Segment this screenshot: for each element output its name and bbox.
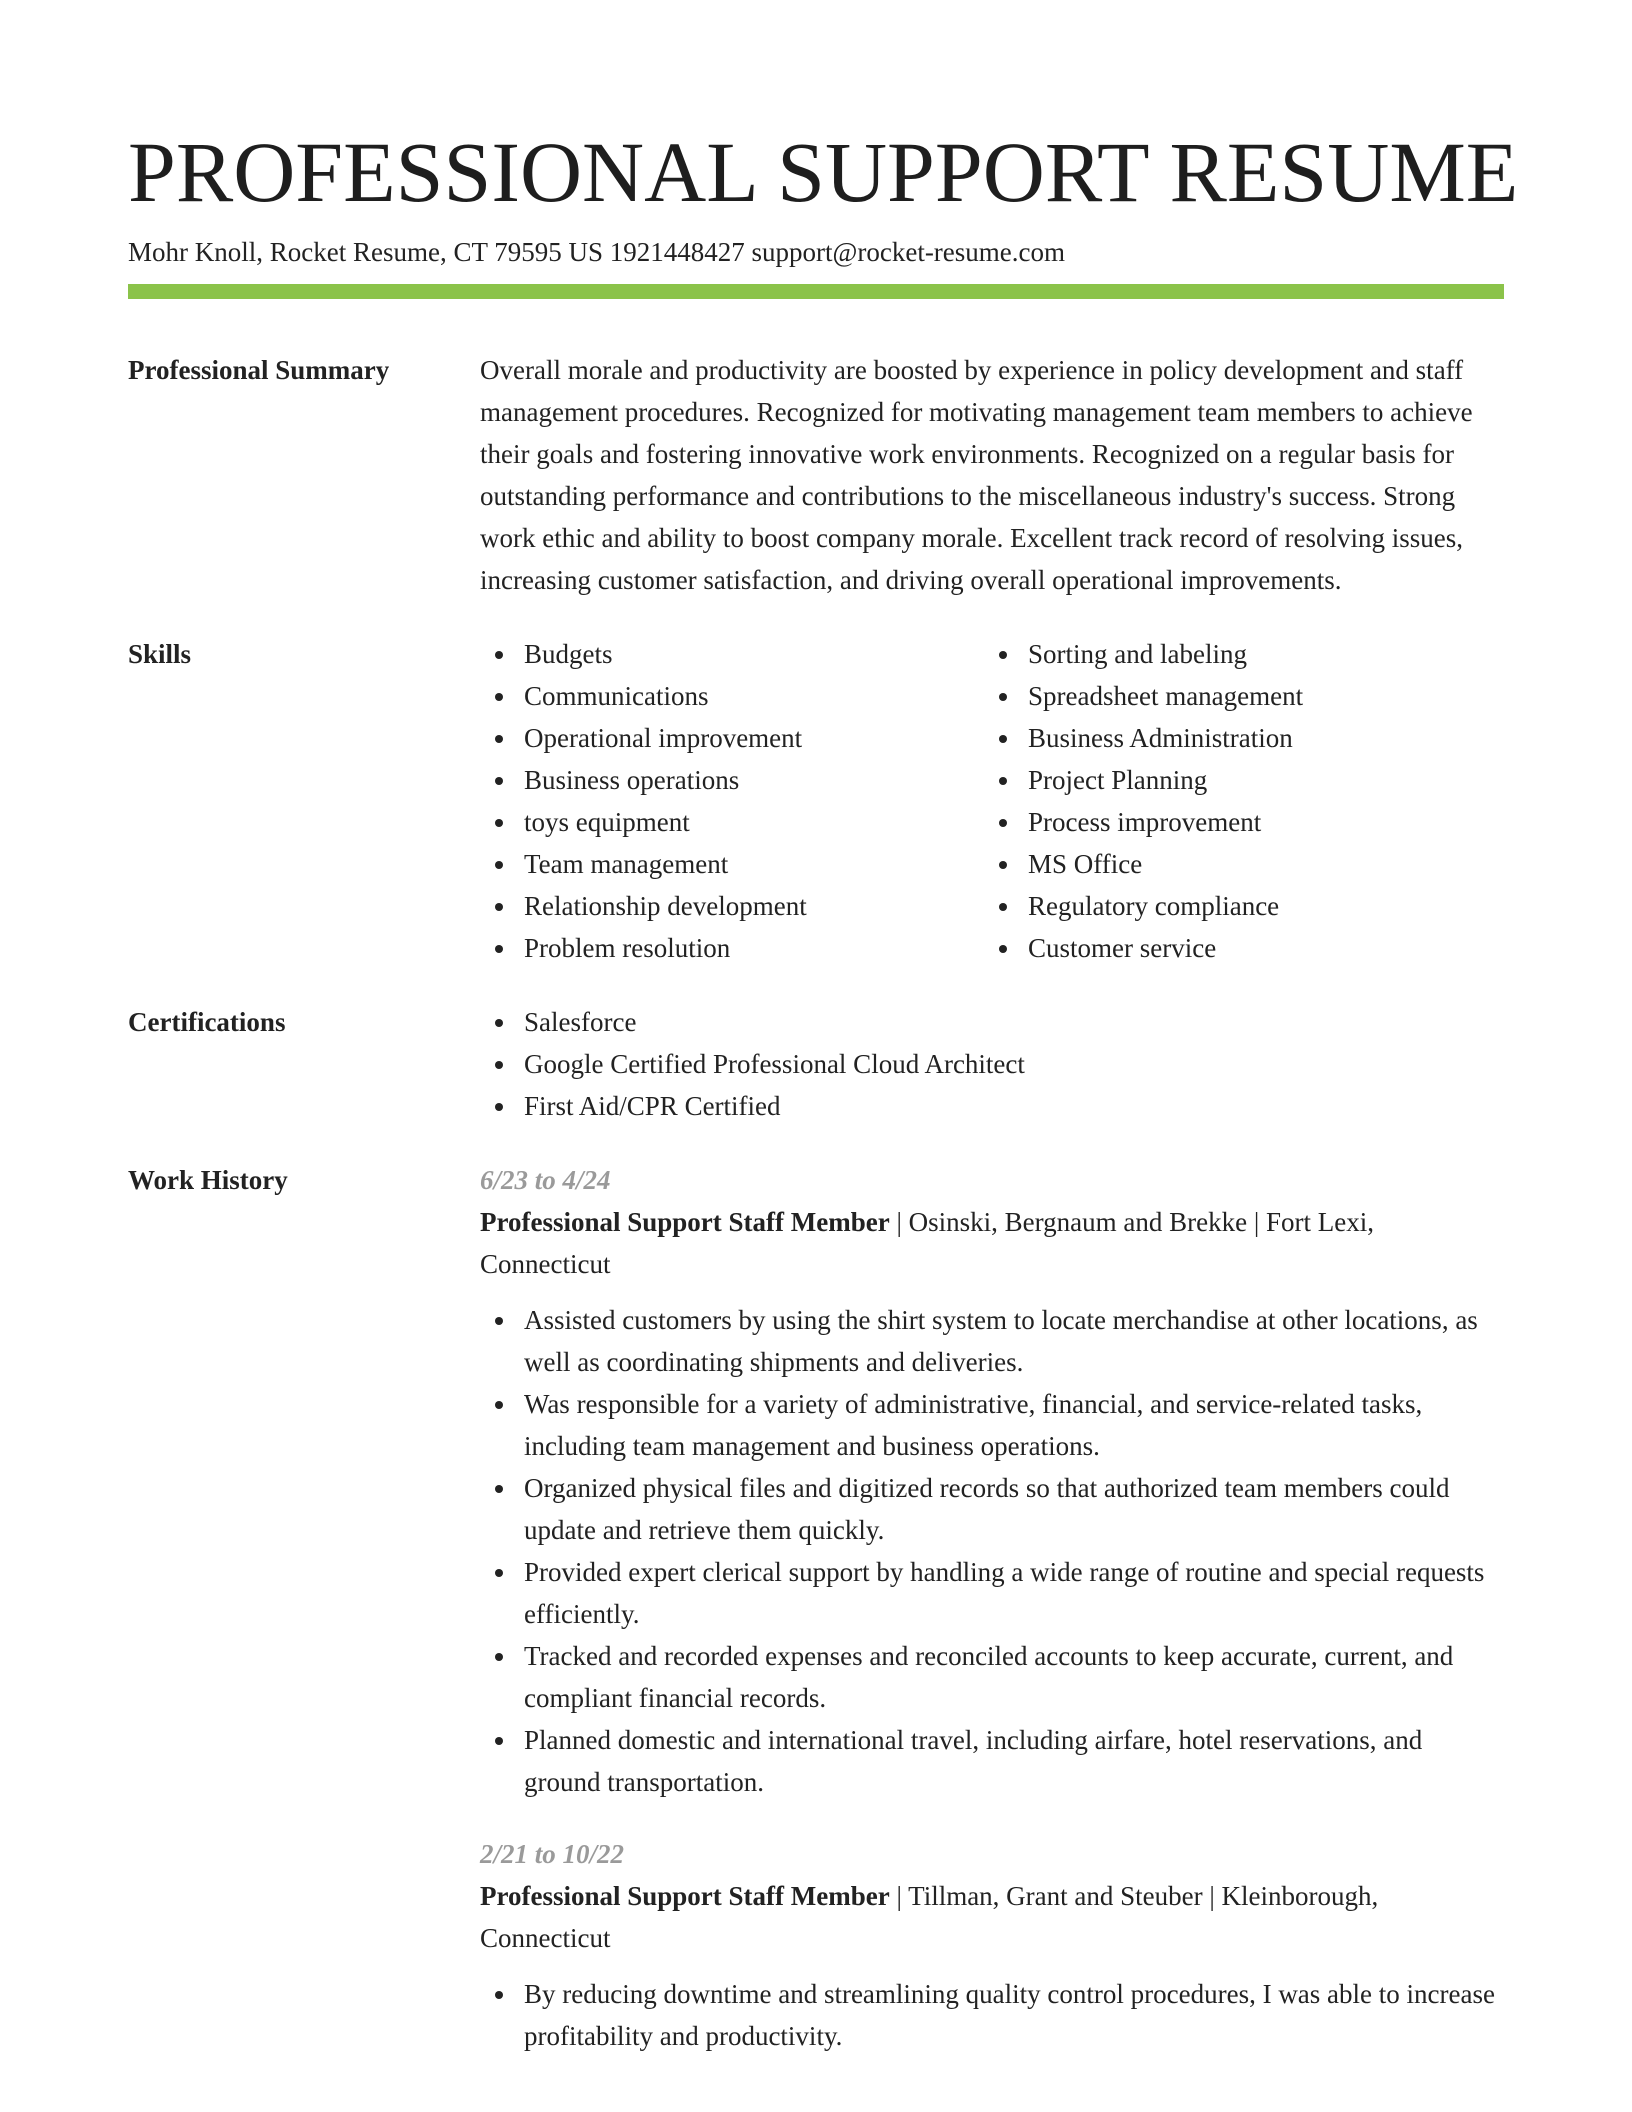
skill-item: Relationship development [480, 885, 984, 927]
summary-text: Overall morale and productivity are boosted by experience in policy development and staff management procedures. Recognized for motivating management team members to achieve their goals and fostering innovative work environments. Recognized on a regular basis for outstanding performance and contributions to the miscellaneous industry's success. Strong work ethic and ability to boost company morale. Excellent track record of resolving issues, increasing customer satisfaction, and driving overall operational improvements. [480, 355, 1473, 595]
job-bullet: Assisted customers by using the shirt system to locate merchandise at other locations, as well as coordinating shipments and deliveries. [480, 1299, 1504, 1383]
resume-title: PROFESSIONAL SUPPORT RESUME [128, 124, 1519, 220]
job-bullets [480, 1973, 1504, 2057]
job-date: 6/23 to 4/24 [480, 1165, 611, 1195]
certifications-list [480, 1001, 1504, 1127]
section-label-skills: Skills [128, 639, 192, 669]
job-bullet: Provided expert clerical support by handling a wide range of routine and special requests efficiently. [480, 1551, 1504, 1635]
job-bullet: Organized physical files and digitized records so that authorized team members could update and retrieve them quickly. [480, 1467, 1504, 1551]
skill-item: Budgets [480, 633, 984, 675]
job-entry [480, 1833, 1504, 2057]
skill-item: Business Administration [984, 717, 1488, 759]
certification-item: Google Certified Professional Cloud Architect [480, 1043, 1504, 1085]
accent-divider [128, 284, 1504, 299]
job-details: | Osinski, Bergnaum and Brekke | Fort Lexi, Connecticut [480, 1207, 1374, 1279]
skill-item: toys equipment [480, 801, 984, 843]
job-details: | Tillman, Grant and Steuber | Kleinborough, Connecticut [480, 1881, 1379, 1953]
skill-item: Team management [480, 843, 984, 885]
skill-item: Process improvement [984, 801, 1488, 843]
job-date: 2/21 to 10/22 [480, 1839, 625, 1869]
contact-line: Mohr Knoll, Rocket Resume, CT 79595 US 1921448427 support@rocket-resume.com [128, 237, 1066, 267]
skill-item: Project Planning [984, 759, 1488, 801]
job-bullets [480, 1299, 1504, 1803]
skill-item: Regulatory compliance [984, 885, 1488, 927]
job-bullet: Planned domestic and international travel, including airfare, hotel reservations, and ground transportation. [480, 1719, 1504, 1803]
certification-item: Salesforce [480, 1001, 1504, 1043]
job-heading [480, 1875, 1504, 1959]
resume-page [128, 118, 1519, 2057]
summary-section [128, 349, 1504, 601]
section-label-certifications: Certifications [128, 1007, 286, 1037]
certifications-section [128, 1001, 1504, 1127]
skill-item: MS Office [984, 843, 1488, 885]
skills-section [128, 633, 1504, 969]
skill-item: Customer service [984, 927, 1488, 969]
job-title: Professional Support Staff Member [480, 1881, 890, 1911]
skills-columns [480, 633, 1504, 969]
section-label-summary: Professional Summary [128, 355, 390, 385]
skills-list-left [480, 633, 984, 969]
certification-item: First Aid/CPR Certified [480, 1085, 1504, 1127]
job-title: Professional Support Staff Member [480, 1207, 890, 1237]
skill-item: Operational improvement [480, 717, 984, 759]
work-history-section [128, 1159, 1504, 2057]
job-bullet: Tracked and recorded expenses and reconciled accounts to keep accurate, current, and compliant financial records. [480, 1635, 1504, 1719]
skill-item: Sorting and labeling [984, 633, 1488, 675]
skill-item: Problem resolution [480, 927, 984, 969]
job-heading [480, 1201, 1504, 1285]
job-entry [480, 1159, 1504, 1803]
skills-list-right [984, 633, 1488, 969]
skill-item: Spreadsheet management [984, 675, 1488, 717]
skill-item: Communications [480, 675, 984, 717]
job-bullet: By reducing downtime and streamlining quality control procedures, I was able to increase profitability and productivity. [480, 1973, 1504, 2057]
job-bullet: Was responsible for a variety of administrative, financial, and service-related tasks, including team management and business operations. [480, 1383, 1504, 1467]
section-label-work-history: Work History [128, 1165, 288, 1195]
skill-item: Business operations [480, 759, 984, 801]
